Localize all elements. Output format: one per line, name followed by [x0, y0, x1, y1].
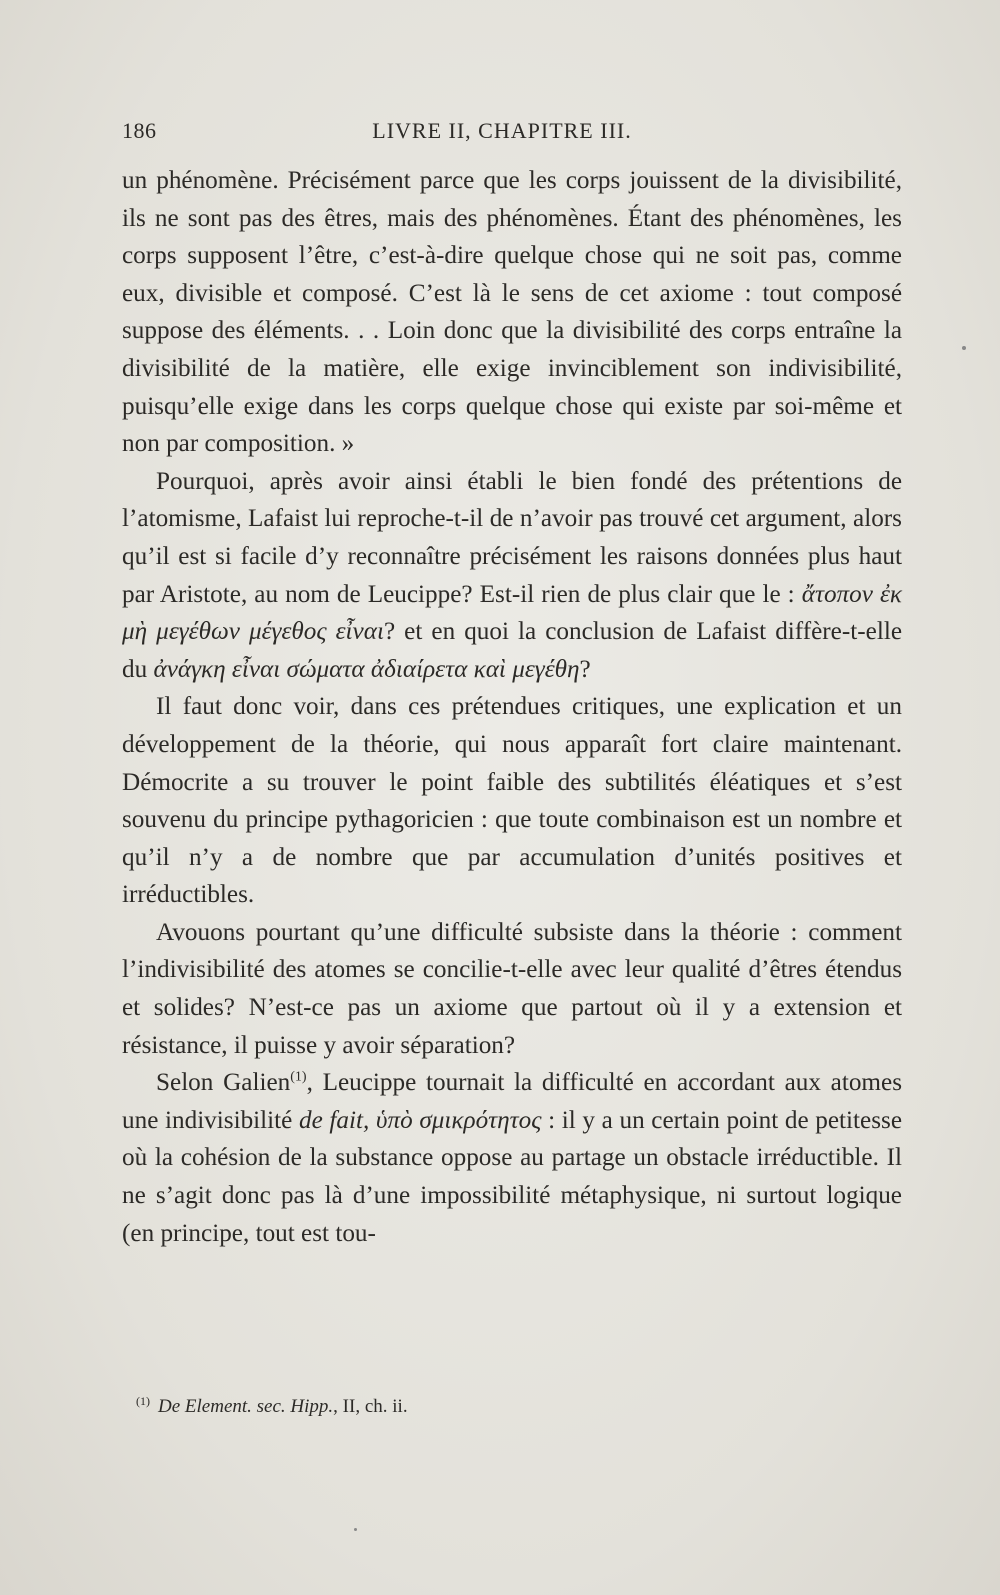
footnote-reference-mark: (1): [290, 1069, 307, 1085]
greek-quotation: ἄτοπον ἐκ μὴ μεγέθων μέγεθος εἶναι: [122, 580, 902, 646]
paragraph-text: ?: [579, 655, 591, 683]
paragraph-text: , Leucippe tournait la difficulté en accordant aux atomes une indivisibilité: [122, 1069, 903, 1134]
paragraph: [122, 162, 902, 463]
paragraph: [122, 463, 902, 689]
footnote-mark: (1): [136, 1393, 150, 1408]
footnote: [136, 1395, 836, 1419]
paragraph-text: Il faut donc voir, dans ces prétendues critiques, une explication et un développement de la théorie, qui nous apparaît fort claire maintenant. Démocrite a su trouver le point faible des subtilités éléatiques et s’est souvenu du principe pythagoricien : que toute combinaison est un nombre et qu’il n’y a de nombre que par accumulation d’unités positives et irréductibles.: [122, 693, 902, 909]
body-text: [122, 162, 902, 1252]
page-header: [122, 118, 882, 148]
paragraph-text: ? et en quoi la conclusion de Lafaist diffère-t-elle du: [122, 618, 902, 683]
paragraph-text: Selon Galien: [156, 1069, 291, 1097]
paper-speck: [962, 346, 966, 350]
greek-quotation: ἀνάγκη εἶναι σώματα ἀδιαίρετα καὶ μεγέθη: [153, 655, 580, 683]
footnote-title: De Element. sec. Hipp.: [158, 1396, 334, 1417]
footnote-reference: , II, ch. ii.: [333, 1396, 408, 1417]
paragraph-text: un phénomène. Précisément parce que les corps jouissent de la divisibilité, ils ne sont pas des êtres, mais des phénomènes. Étant des phénomènes, les corps supposent l’être, c’est-à-dire quelque chose qui ne soit pas, comme eux, divisible et composé. C’est là le sens de cet axiome : tout composé suppose des éléments. . . Loin donc que la divisibilité des corps entraîne la divisibilité de la matière, elle exige invinciblement son indivisibilité, puisqu’elle exige dans les corps quelque chose qui existe par soi-même et non par composition. »: [122, 167, 902, 458]
paragraph-text: : il y a un certain point de petitesse où la cohésion de la substance oppose au partage un obstacle irréductible. Il ne s’agit donc pas là d’une impossibilité métaphysique, ni surtout logique (en principe, tout est tou-: [122, 1106, 903, 1247]
greek-quotation: de fait, ὑπὸ σμικρότητος: [298, 1106, 542, 1134]
running-head: LIVRE II, CHAPITRE III.: [372, 118, 632, 143]
paragraph: [122, 688, 902, 914]
paragraph: [122, 1064, 902, 1252]
page-number: 186: [122, 118, 157, 143]
paragraph-text: Pourquoi, après avoir ainsi établi le bien fondé des prétentions de l’atomisme, Lafaist lui reproche-t-il de n’avoir pas trouvé cet argument, alors qu’il est si facile d’y reconnaître précisément les raisons données plus haut par Aristote, au nom de Leucippe? Est-il rien de plus clair que le :: [122, 467, 902, 608]
paragraph-text: Avouons pourtant qu’une difficulté subsiste dans la théorie : comment l’indivisibilité des atomes se concilie-t-elle avec leur qualité d’êtres étendus et solides? N’est-ce pas un axiome que partout où il y a extension et résistance, il puisse y avoir séparation?: [122, 918, 902, 1059]
paragraph: [122, 914, 902, 1064]
paper-speck: [354, 1528, 357, 1531]
